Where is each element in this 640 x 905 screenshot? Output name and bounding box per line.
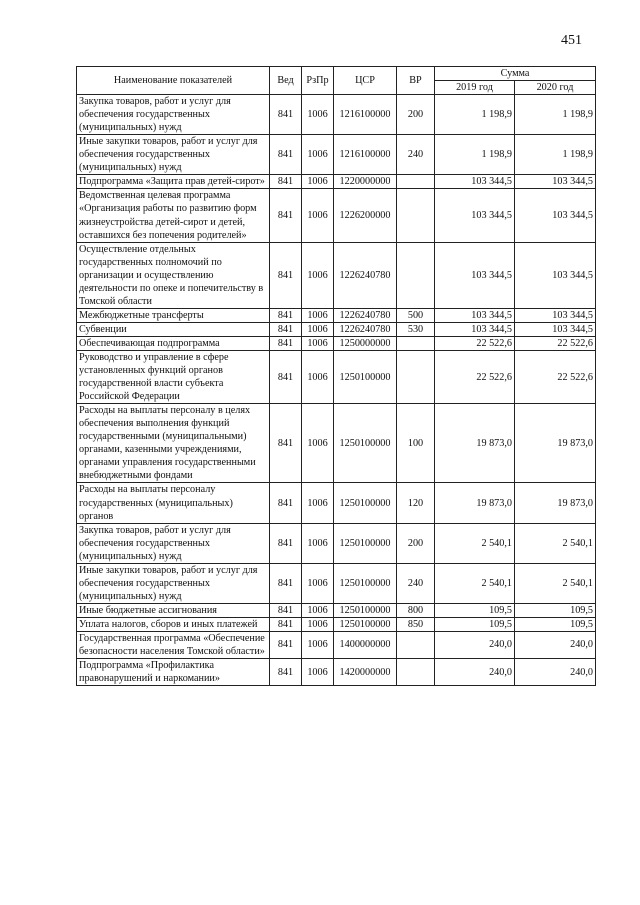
cell-s2019: 109,5 xyxy=(435,603,515,617)
cell-vr: 240 xyxy=(397,135,435,175)
cell-name: Иные закупки товаров, работ и услуг для обеспечения государственных (муниципальных) нужд xyxy=(77,135,270,175)
cell-vr xyxy=(397,242,435,308)
table-body xyxy=(77,95,596,686)
cell-s2020: 103 344,5 xyxy=(515,189,596,242)
cell-s2019: 1 198,9 xyxy=(435,135,515,175)
cell-vr: 800 xyxy=(397,603,435,617)
cell-name: Субвенции xyxy=(77,322,270,336)
cell-vr xyxy=(397,189,435,242)
cell-name: Уплата налогов, сборов и иных платежей xyxy=(77,617,270,631)
cell-ved: 841 xyxy=(270,523,302,563)
cell-rzpr: 1006 xyxy=(302,322,334,336)
cell-s2020: 103 344,5 xyxy=(515,242,596,308)
table-row xyxy=(77,308,596,322)
cell-name: Расходы на выплаты персоналу в целях обеспечения выполнения функций государственными (муниципальными) органами, казенными учреждениями, органами управления государственными внебюджетными фондами xyxy=(77,404,270,483)
cell-s2020: 109,5 xyxy=(515,603,596,617)
cell-s2019: 2 540,1 xyxy=(435,563,515,603)
budget-table xyxy=(76,66,596,686)
cell-ved: 841 xyxy=(270,95,302,135)
cell-s2019: 22 522,6 xyxy=(435,350,515,403)
cell-s2019: 103 344,5 xyxy=(435,322,515,336)
header-2020: 2020 год xyxy=(515,81,596,95)
cell-ved: 841 xyxy=(270,617,302,631)
header-csr: ЦСР xyxy=(334,67,397,95)
cell-rzpr: 1006 xyxy=(302,135,334,175)
cell-vr: 850 xyxy=(397,617,435,631)
cell-name: Иные закупки товаров, работ и услуг для обеспечения государственных (муниципальных) нужд xyxy=(77,563,270,603)
cell-csr: 1250100000 xyxy=(334,483,397,523)
cell-ved: 841 xyxy=(270,242,302,308)
cell-vr: 240 xyxy=(397,563,435,603)
cell-ved: 841 xyxy=(270,350,302,403)
cell-csr: 1250000000 xyxy=(334,336,397,350)
cell-csr: 1216100000 xyxy=(334,95,397,135)
table-row xyxy=(77,350,596,403)
header-2019: 2019 год xyxy=(435,81,515,95)
cell-name: Закупка товаров, работ и услуг для обеспечения государственных (муниципальных) нужд xyxy=(77,95,270,135)
table-row xyxy=(77,404,596,483)
cell-s2019: 103 344,5 xyxy=(435,175,515,189)
cell-vr: 100 xyxy=(397,404,435,483)
header-sum: Сумма xyxy=(435,67,596,81)
cell-rzpr: 1006 xyxy=(302,350,334,403)
cell-s2020: 22 522,6 xyxy=(515,350,596,403)
cell-s2019: 103 344,5 xyxy=(435,242,515,308)
cell-ved: 841 xyxy=(270,336,302,350)
cell-csr: 1226240780 xyxy=(334,242,397,308)
cell-vr xyxy=(397,336,435,350)
cell-csr: 1220000000 xyxy=(334,175,397,189)
cell-s2019: 103 344,5 xyxy=(435,189,515,242)
cell-s2019: 109,5 xyxy=(435,617,515,631)
header-vr: ВР xyxy=(397,67,435,95)
cell-csr: 1250100000 xyxy=(334,404,397,483)
cell-csr: 1226200000 xyxy=(334,189,397,242)
cell-s2020: 1 198,9 xyxy=(515,95,596,135)
table-row xyxy=(77,322,596,336)
cell-s2020: 240,0 xyxy=(515,631,596,658)
cell-vr xyxy=(397,631,435,658)
cell-rzpr: 1006 xyxy=(302,563,334,603)
cell-csr: 1226240780 xyxy=(334,322,397,336)
cell-name: Расходы на выплаты персоналу государственных (муниципальных) органов xyxy=(77,483,270,523)
cell-s2020: 103 344,5 xyxy=(515,322,596,336)
table-row xyxy=(77,175,596,189)
cell-rzpr: 1006 xyxy=(302,189,334,242)
cell-vr: 500 xyxy=(397,308,435,322)
cell-csr: 1226240780 xyxy=(334,308,397,322)
cell-csr: 1250100000 xyxy=(334,350,397,403)
cell-vr xyxy=(397,175,435,189)
cell-csr: 1420000000 xyxy=(334,659,397,686)
table-row xyxy=(77,483,596,523)
cell-csr: 1216100000 xyxy=(334,135,397,175)
cell-s2019: 19 873,0 xyxy=(435,483,515,523)
cell-s2020: 103 344,5 xyxy=(515,175,596,189)
cell-name: Межбюджетные трансферты xyxy=(77,308,270,322)
cell-rzpr: 1006 xyxy=(302,242,334,308)
cell-s2020: 2 540,1 xyxy=(515,563,596,603)
cell-name: Руководство и управление в сфере установленных функций органов государственной власти субъекта Российской Федерации xyxy=(77,350,270,403)
cell-rzpr: 1006 xyxy=(302,631,334,658)
cell-s2019: 22 522,6 xyxy=(435,336,515,350)
cell-rzpr: 1006 xyxy=(302,617,334,631)
cell-s2020: 19 873,0 xyxy=(515,483,596,523)
table-row xyxy=(77,336,596,350)
cell-s2020: 2 540,1 xyxy=(515,523,596,563)
cell-ved: 841 xyxy=(270,483,302,523)
cell-csr: 1250100000 xyxy=(334,603,397,617)
table-row xyxy=(77,617,596,631)
cell-s2019: 1 198,9 xyxy=(435,95,515,135)
cell-vr: 200 xyxy=(397,523,435,563)
cell-s2020: 1 198,9 xyxy=(515,135,596,175)
cell-s2020: 103 344,5 xyxy=(515,308,596,322)
cell-s2019: 103 344,5 xyxy=(435,308,515,322)
cell-rzpr: 1006 xyxy=(302,603,334,617)
cell-s2020: 22 522,6 xyxy=(515,336,596,350)
table-row xyxy=(77,659,596,686)
cell-name: Закупка товаров, работ и услуг для обеспечения государственных (муниципальных) нужд xyxy=(77,523,270,563)
table-row xyxy=(77,603,596,617)
cell-name: Осуществление отдельных государственных полномочий по организации и осуществлению деятельности по опеке и попечительству в Томской области xyxy=(77,242,270,308)
cell-s2020: 240,0 xyxy=(515,659,596,686)
cell-ved: 841 xyxy=(270,135,302,175)
cell-ved: 841 xyxy=(270,404,302,483)
table-row xyxy=(77,95,596,135)
cell-vr xyxy=(397,350,435,403)
cell-name: Иные бюджетные ассигнования xyxy=(77,603,270,617)
cell-ved: 841 xyxy=(270,308,302,322)
cell-rzpr: 1006 xyxy=(302,95,334,135)
table-row xyxy=(77,135,596,175)
cell-rzpr: 1006 xyxy=(302,175,334,189)
cell-ved: 841 xyxy=(270,189,302,242)
table-row xyxy=(77,523,596,563)
cell-csr: 1250100000 xyxy=(334,563,397,603)
cell-s2020: 19 873,0 xyxy=(515,404,596,483)
cell-ved: 841 xyxy=(270,659,302,686)
cell-rzpr: 1006 xyxy=(302,483,334,523)
table-row xyxy=(77,631,596,658)
cell-csr: 1250100000 xyxy=(334,523,397,563)
cell-s2019: 240,0 xyxy=(435,659,515,686)
header-ved: Вед xyxy=(270,67,302,95)
cell-s2019: 240,0 xyxy=(435,631,515,658)
cell-csr: 1250100000 xyxy=(334,617,397,631)
cell-vr: 200 xyxy=(397,95,435,135)
cell-name: Ведомственная целевая программа «Организация работы по развитию форм жизнеустройства детей-сирот и детей, оставшихся без попечения родителей» xyxy=(77,189,270,242)
cell-vr xyxy=(397,659,435,686)
cell-rzpr: 1006 xyxy=(302,308,334,322)
cell-ved: 841 xyxy=(270,631,302,658)
cell-vr: 530 xyxy=(397,322,435,336)
cell-name: Подпрограмма «Защита прав детей-сирот» xyxy=(77,175,270,189)
header-rzpr: РзПр xyxy=(302,67,334,95)
cell-rzpr: 1006 xyxy=(302,404,334,483)
cell-ved: 841 xyxy=(270,175,302,189)
table-row xyxy=(77,189,596,242)
cell-ved: 841 xyxy=(270,603,302,617)
cell-csr: 1400000000 xyxy=(334,631,397,658)
cell-rzpr: 1006 xyxy=(302,523,334,563)
cell-rzpr: 1006 xyxy=(302,659,334,686)
table-row xyxy=(77,242,596,308)
page-number: 451 xyxy=(561,33,582,48)
cell-s2019: 2 540,1 xyxy=(435,523,515,563)
cell-rzpr: 1006 xyxy=(302,336,334,350)
cell-ved: 841 xyxy=(270,563,302,603)
header-name: Наименование показателей xyxy=(77,67,270,95)
cell-ved: 841 xyxy=(270,322,302,336)
cell-name: Подпрограмма «Профилактика правонарушений и наркомании» xyxy=(77,659,270,686)
cell-s2020: 109,5 xyxy=(515,617,596,631)
table-row xyxy=(77,563,596,603)
cell-vr: 120 xyxy=(397,483,435,523)
cell-s2019: 19 873,0 xyxy=(435,404,515,483)
cell-name: Обеспечивающая подпрограмма xyxy=(77,336,270,350)
cell-name: Государственная программа «Обеспечение безопасности населения Томской области» xyxy=(77,631,270,658)
